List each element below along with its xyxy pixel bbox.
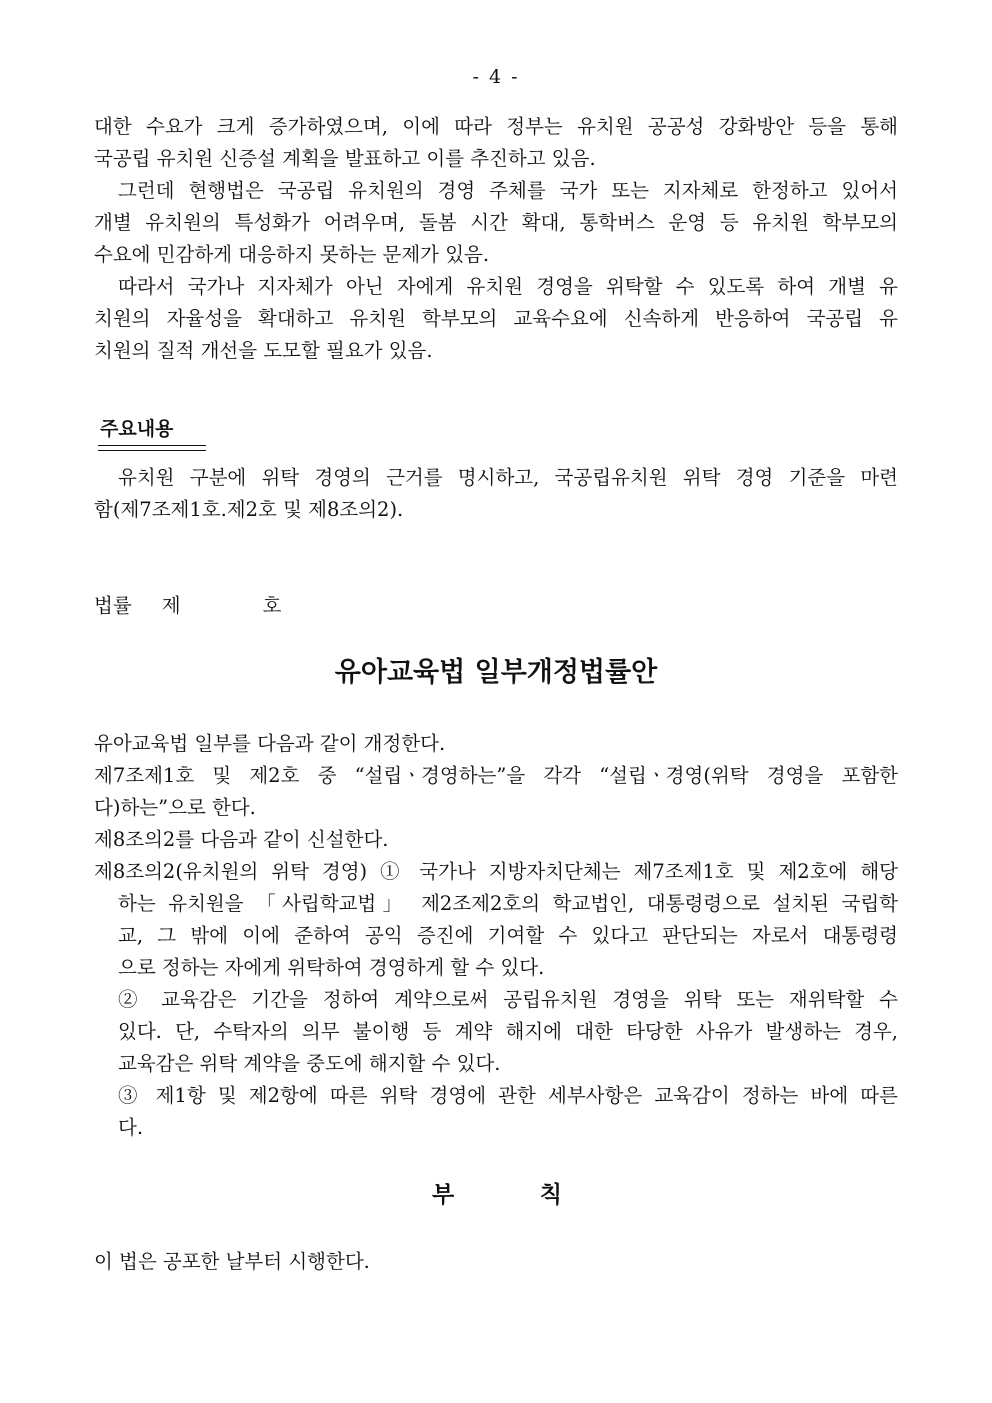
law-number-ho: 호: [262, 594, 282, 617]
bill-line-3: 다)하는”으로 한다.: [94, 796, 256, 819]
law-number-label: 법률: [94, 594, 132, 617]
bill-line-5: 제8조의2(유치원의 위탁 경영) ① 국가나 지방자치단체는 제7조제1호 및 제2호에 해당: [94, 860, 898, 883]
law-number: [94, 590, 281, 622]
bill-line-9: ② 교육감은 기간을 정하여 계약으로써 공립유치원 경영을 위탁 또는 재위탁할 수: [118, 988, 898, 1011]
bill-line-1: 유아교육법 일부를 다음과 같이 개정한다.: [94, 732, 446, 755]
bill-line-7: 교, 그 밖에 이에 준하여 공익 증진에 기여할 수 있다고 판단되는 자로서 대통령령: [118, 924, 898, 947]
heading-underline-2: [98, 450, 206, 451]
bill-line-10: 있다. 단, 수탁자의 의무 불이행 등 계약 해지에 대한 타당한 사유가 발생하는 경우,: [118, 1020, 898, 1043]
supplementary-title: [432, 1175, 562, 1215]
main-content-heading: 주요내용: [100, 418, 174, 440]
intro-line-5: 수요에 민감하게 대응하지 못하는 문제가 있음.: [94, 243, 490, 266]
main-content-line-2: 함(제7조제1호.제2호 및 제8조의2).: [94, 498, 404, 521]
page-number: - 4 -: [472, 66, 520, 88]
heading-underline-1: [98, 445, 206, 446]
intro-line-7: 치원의 자율성을 확대하고 유치원 학부모의 교육수요에 신속하게 반응하여 국공립 유: [94, 307, 898, 330]
intro-line-1: 대한 수요가 크게 증가하였으며, 이에 따라 정부는 유치원 공공성 강화방안 등을 통해: [94, 115, 898, 138]
intro-line-2: 국공립 유치원 신증설 계획을 발표하고 이를 추진하고 있음.: [94, 147, 596, 170]
intro-line-6: 따라서 국가나 지자체가 아닌 자에게 유치원 경영을 위탁할 수 있도록 하여 개별 유: [118, 275, 898, 298]
bill-line-2: 제7조제1호 및 제2호 중 “설립ㆍ경영하는”을 각각 “설립ㆍ경영(위탁 경영을 포함한: [94, 764, 898, 787]
law-number-je: 제: [161, 594, 181, 617]
bill-line-8: 으로 정하는 자에게 위탁하여 경영하게 할 수 있다.: [118, 956, 545, 979]
bill-line-12: ③ 제1항 및 제2항에 따른 위탁 경영에 관한 세부사항은 교육감이 정하는 바에 따른: [118, 1084, 898, 1107]
supplementary-title-b: 칙: [539, 1182, 562, 1208]
bill-line-11: 교육감은 위탁 계약을 중도에 해지할 수 있다.: [118, 1052, 501, 1075]
bill-title: 유아교육법 일부개정법률안: [334, 657, 658, 688]
bill-line-6: 하는 유치원을 「사립학교법」 제2조제2호의 학교법인, 대통령령으로 설치된 국립학: [118, 892, 898, 915]
bill-line-4: 제8조의2를 다음과 같이 신설한다.: [94, 828, 389, 851]
bill-line-13: 다.: [118, 1116, 144, 1139]
intro-line-3: 그런데 현행법은 국공립 유치원의 경영 주체를 국가 또는 지자체로 한정하고 있어서: [118, 179, 898, 202]
main-content-line-1: 유치원 구분에 위탁 경영의 근거를 명시하고, 국공립유치원 위탁 경영 기준을 마련: [118, 466, 898, 489]
intro-line-8: 치원의 질적 개선을 도모할 필요가 있음.: [94, 339, 433, 362]
supplementary-title-a: 부: [432, 1182, 455, 1208]
intro-line-4: 개별 유치원의 특성화가 어려우며, 돌봄 시간 확대, 통학버스 운영 등 유치원 학부모의: [94, 211, 898, 234]
supplementary-text: 이 법은 공포한 날부터 시행한다.: [94, 1250, 370, 1273]
